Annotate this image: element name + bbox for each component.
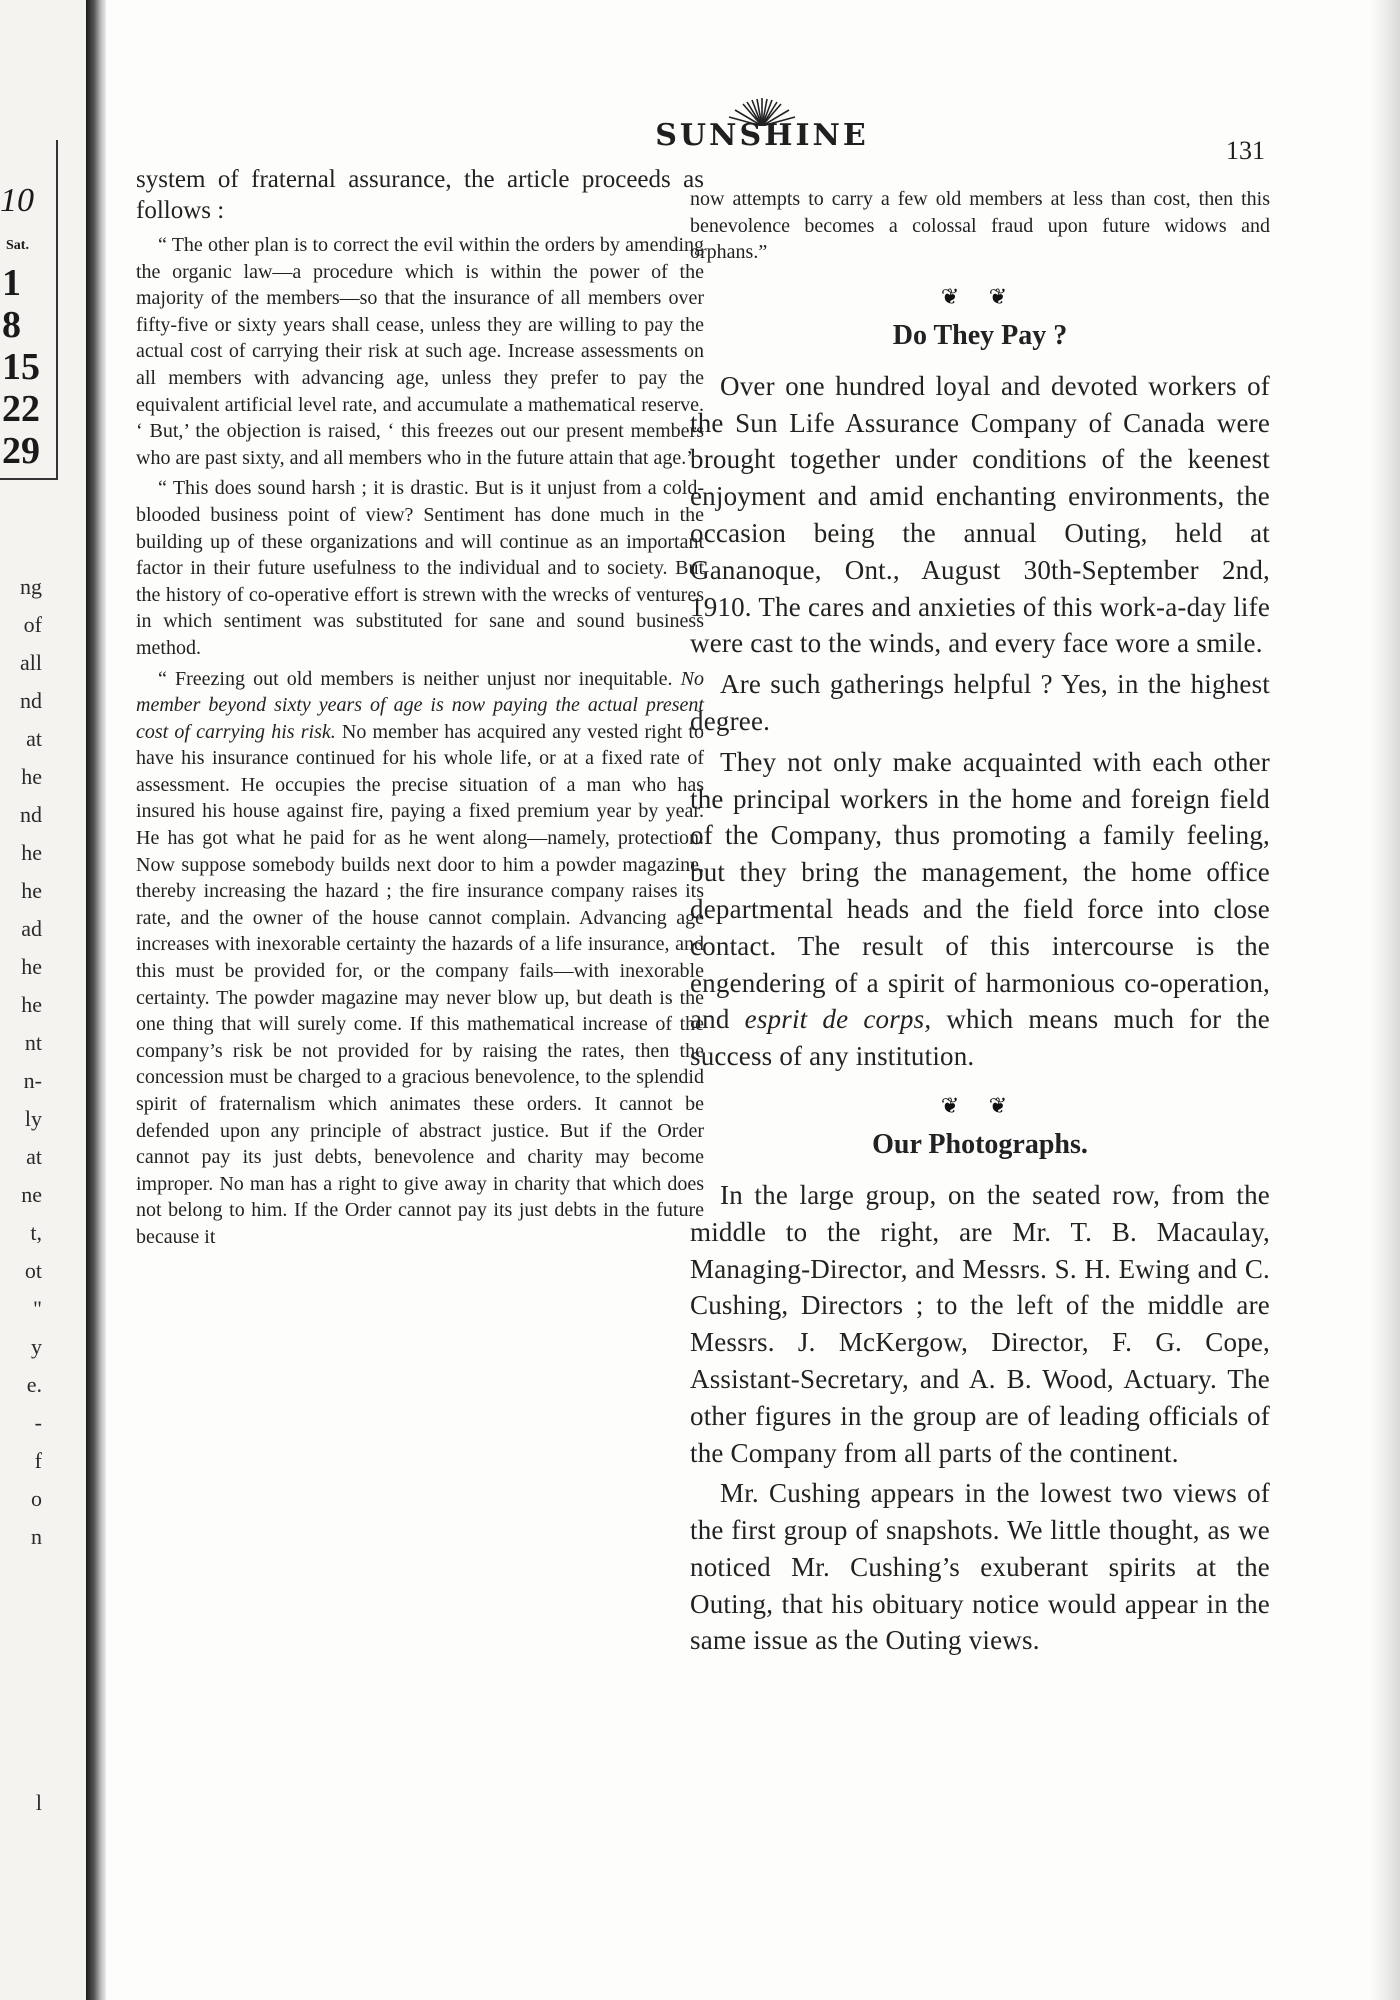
facing-text-fragment: ly [24,1106,42,1131]
quote-paragraph: “ The other plan is to correct the evil within the orders by amending the organic law—a procedure which is within the power of the majority of the members—so that the insurance of all members over fifty-five or sixty years shall cease, unless they are willing to pay the actual cost of carrying their risk at such age. Increase assessments on all members with advancing age, unless they prefer to pay the equivalent artificial level rate, and accumulate a mathematical reserve. ‘ But,’ the objection is raised, ‘ this freezes out our present members who are past sixty, and all members who in the future attain that age.’ [136,234,704,469]
calendar-dates [2,262,40,472]
facing-text-fragment: of [23,612,42,637]
facing-text-fragment: he [21,840,42,865]
facing-text-fragment [2,1594,42,1632]
intro-text: system of fraternal assurance, the article proceeds as follows : [136,166,704,224]
facing-text-fragment: n- [23,1068,42,1093]
facing-text-fragment: e. [26,1372,42,1397]
masthead [612,96,912,160]
book-gutter [86,0,106,2000]
facing-text-fragment: at [26,726,42,751]
calendar-date: 1 [2,262,21,304]
facing-text-fragment: n [31,1524,42,1549]
quote-text: No member has acquired any vested right to have his insurance continued for his whole life, or at a fixed rate of assessment. He occupies the precise situation of a man who has insured his house against fire, paying a fixed premium year by year. He has got what he paid for as he went along—namely, protection. Now suppose somebody builds next door to him a powder magazine, thereby increasing the hazard ; the fire insurance company raises its rate, and the owner of the house cannot complain. Advancing age increases with inexorable certainty the hazards of a life insurance, and this must be provided for, or the company fails—with inexorable certainty. The powder magazine may never blow up, but death is the one thing that will surely come. If this mathematical increase of the company’s risk be not provided for by raising the rates, then the concession must be charged to a gracious benevolence, to the splendid spirit of fraternalism which animates these orders. It cannot be defended upon any principle of abstract justice. But if the Order cannot pay its just debts, benevolence and charity may become improper. No man has a right to give away in charity that which does not belong to him. If the Order cannot pay its just debts in the future because it [136,720,704,1248]
masthead-title: SUNSHINE [655,118,869,153]
facing-text-fragment: he [21,878,42,903]
facing-text-fragment: ng [20,574,42,599]
quote-continuation: now attempts to carry a few old members at less than cost, then this benevolence becomes a colossal fraud upon future widows and orphans.” [690,188,1270,264]
section-heading: Do They Pay ? [892,319,1068,351]
page-edge [1370,0,1400,2000]
quote-paragraph: “ This does sound harsh ; it is drastic. But is it unjust from a cold-blooded business point of view? Sentiment has done much in the building up of these organizations and will continue as an important factor in their future usefulness to the individual and to society. But the history of co-operative effort is strewn with the wrecks of ventures in which sentiment was substituted for sane and sound business method. [136,477,704,659]
article-paragraph [690,744,1270,1075]
page-number: 131 [1226,136,1265,165]
facing-text-fragment: - [34,1410,42,1435]
facing-page [0,0,96,2000]
fleuron-ornament: ❦ ❦ [940,1092,1020,1118]
section-heading: Our Photographs. [872,1128,1088,1160]
quote-text: “ Freezing out old members is neither unjust nor inequitable. [158,667,681,690]
facing-text-fragment: he [21,954,42,979]
facing-text-fragment: t, [30,1220,42,1245]
facing-text-fragment: o [31,1486,42,1511]
calendar-date: 15 [2,346,40,388]
article-paragraph: Over one hundred loyal and devoted workers of the Sun Life Assurance Company of Canada were brought together under conditions of the keenest enjoyment and amid enchanting environments, the occasion being the annual Outing, held at Gananoque, Ont., August 30th-September 2nd, 1910. The cares and anxieties of this work-a-day life were cast to the winds, and every face wore a smile. [690,370,1270,659]
article-emphasis: esprit de corps, [744,1004,932,1035]
article-paragraph: Mr. Cushing appears in the lowest two views of the first group of snapshots. We little thought, as we noticed Mr. Cushing’s exuberant spirits at the Outing, that his obituary notice would appear in the same issue as the Outing views. [690,1478,1270,1656]
calendar-day-label: Sat. [6,238,29,253]
facing-text-fragment: he [21,992,42,1017]
facing-text-fragment: at [26,1144,42,1169]
article-text: They not only make acquainted with each other the principal workers in the home and foreign field of the Company, thus promoting a family feeling, but they bring the management, the home office departmental heads and the field force into close contact. The result of this intercourse is the engendering of a spirit of harmonious co-operation, and [690,746,1270,1035]
facing-text-fragment [2,1632,42,1670]
left-column [136,164,704,1255]
quote-paragraph [136,666,704,1251]
article-text: which means much for the success of any institution. [690,1004,1270,1072]
calendar-date: 22 [2,388,40,430]
facing-text-fragment: he [21,764,42,789]
fleuron-ornament: ❦ ❦ [940,283,1020,309]
facing-text-fragment: nd [20,688,42,713]
facing-text-fragment: ad [21,916,42,941]
facing-text-fragment: all [20,650,42,675]
facing-text-fragment: nt [24,1030,42,1055]
facing-text-fragment: ot [24,1258,42,1283]
quote-emphasis: No member beyond sixty years of age is now paying the actual present cost of carrying his risk. [136,667,704,743]
facing-text-fragment: f [34,1448,42,1473]
facing-text-fragment [2,1708,42,1746]
facing-text-fragment [2,1556,42,1594]
facing-text-fragment: nd [20,802,42,827]
facing-text-fragment: " [33,1296,42,1321]
facing-text-fragments [2,568,42,1822]
calendar-fragment [0,140,58,480]
calendar-date: 29 [2,430,40,472]
facing-text-fragment [2,1670,42,1708]
facing-text-fragment: l [35,1790,42,1815]
right-column [690,186,1270,1663]
page [106,0,1400,2000]
facing-text-fragment: ne [21,1182,42,1207]
article-paragraph: In the large group, on the seated row, from the middle to the right, are Mr. T. B. Macaulay, Managing-Director, and Messrs. S. H. Ewing and C. Cushing, Directors ; to the left of the middle are Messrs. J. McKergow, Director, F. G. Cope, Assistant-Secretary, and A. B. Wood, Actuary. The other figures in the group are of leading officials of the Company from all parts of the continent. [690,1179,1270,1468]
calendar-date: 8 [2,304,21,346]
facing-text-fragment [2,1746,42,1784]
calendar-month: 10 [0,182,34,219]
article-paragraph: Are such gatherings helpful ? Yes, in the highest degree. [690,669,1270,736]
facing-text-fragment: y [31,1334,42,1359]
